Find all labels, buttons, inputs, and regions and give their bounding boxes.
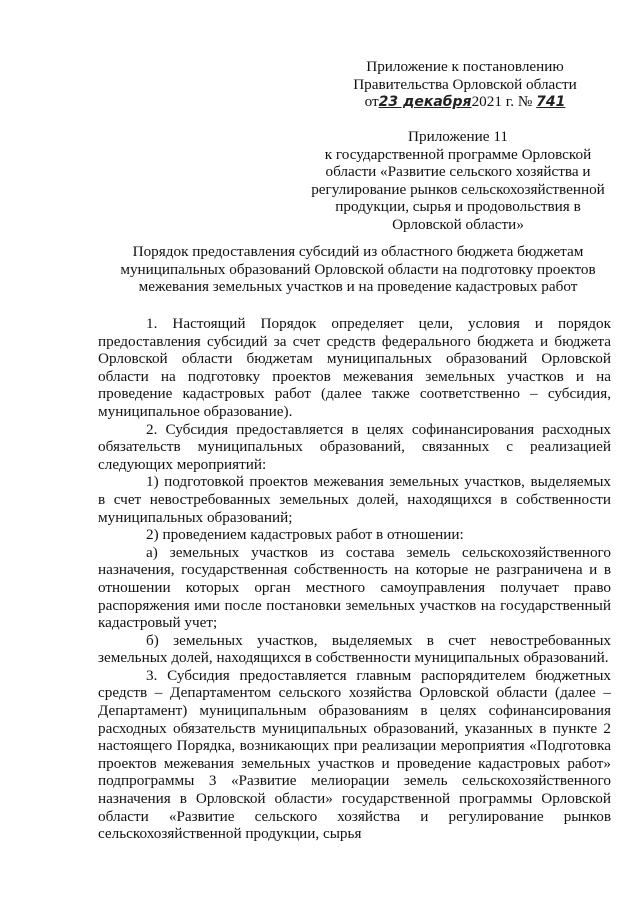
header-line-3 bbox=[320, 93, 610, 111]
appendix-line-6: Орловской области» bbox=[392, 215, 524, 233]
appendix-line-2: к государственной программе Орловской bbox=[324, 145, 592, 163]
document-title bbox=[98, 243, 618, 296]
title-line-2: муниципальных образований Орловской области на подготовку проектов bbox=[120, 260, 596, 278]
paragraph-3: 3. Субсидия предоставляется главным распорядителем бюджетных средств – Департаментом сельского хозяйства Орловской области (далее – Департамент) муниципальным образованиям в целях софинансирования расходных обязательств муниципальных образований, указанных в пункте 2 настоящего Порядка, возникающих при реализации мероприятия «Подготовка проектов межевания земельных участков и проведение кадастровых работ» подпрограммы 3 «Развитие мелиорации земель сельскохозяйственного назначения в Орловской области» государственной программы Орловской области «Развитие сельского хозяйства и регулирование рынков сельскохозяйственной продукции, сырья bbox=[98, 666, 611, 843]
paragraph-2-subitem-a: а) земельных участков из состава земель сельскохозяйственного назначения, государственная собственность на которые не разграничена и в отношении которых орган местного самоуправления получает право распоряжения ими после постановки земельных участков на государственный кадастровый учет; bbox=[98, 543, 611, 632]
resolution-header bbox=[320, 58, 610, 111]
header-line-1: Приложение к постановлению bbox=[366, 58, 564, 75]
appendix-header bbox=[298, 128, 618, 234]
paragraph-2-subitem-b: б) земельных участков, выделяемых в счет невостребованных земельных долей, находящихся в собственности муниципальных образований. bbox=[98, 631, 611, 667]
date-prefix: от bbox=[364, 93, 379, 111]
handwritten-date: 23 декабря bbox=[378, 94, 472, 111]
date-year: 2021 г. № bbox=[471, 93, 533, 111]
appendix-line-4: регулирование рынков сельскохозяйственной bbox=[311, 180, 605, 198]
document-body bbox=[98, 315, 611, 843]
header-line-2: Правительства Орловской области bbox=[353, 75, 577, 93]
title-line-3: межевания земельных участков и на проведение кадастровых работ bbox=[138, 278, 578, 296]
title-line-1: Порядок предоставления субсидий из областного бюджета бюджетам bbox=[132, 243, 584, 260]
handwritten-number: 741 bbox=[536, 94, 566, 111]
paragraph-2: 2. Субсидия предоставляется в целях софинансирования расходных обязательств муниципальных образований, связанных с реализацией следующих мероприятий: bbox=[98, 420, 611, 473]
paragraph-2-item-2: 2) проведением кадастровых работ в отношении: bbox=[146, 526, 464, 544]
paragraph-1: 1. Настоящий Порядок определяет цели, условия и порядок предоставления субсидий за счет средств федерального бюджета и бюджета Орловской области бюджетам муниципальных образований Орловской области на подготовку проектов межевания земельных участков и на проведение кадастровых работ (далее также соответственно – субсидия, муниципальное образование). bbox=[98, 315, 611, 420]
paragraph-2-item-1: 1) подготовкой проектов межевания земельных участков, выделяемых в счет невостребованных земельных долей, находящихся в собственности муниципальных образований; bbox=[98, 473, 611, 526]
appendix-line-5: продукции, сырья и продовольствия в bbox=[335, 198, 581, 216]
appendix-line-1: Приложение 11 bbox=[408, 128, 508, 145]
appendix-line-3: области «Развитие сельского хозяйства и bbox=[325, 163, 591, 181]
